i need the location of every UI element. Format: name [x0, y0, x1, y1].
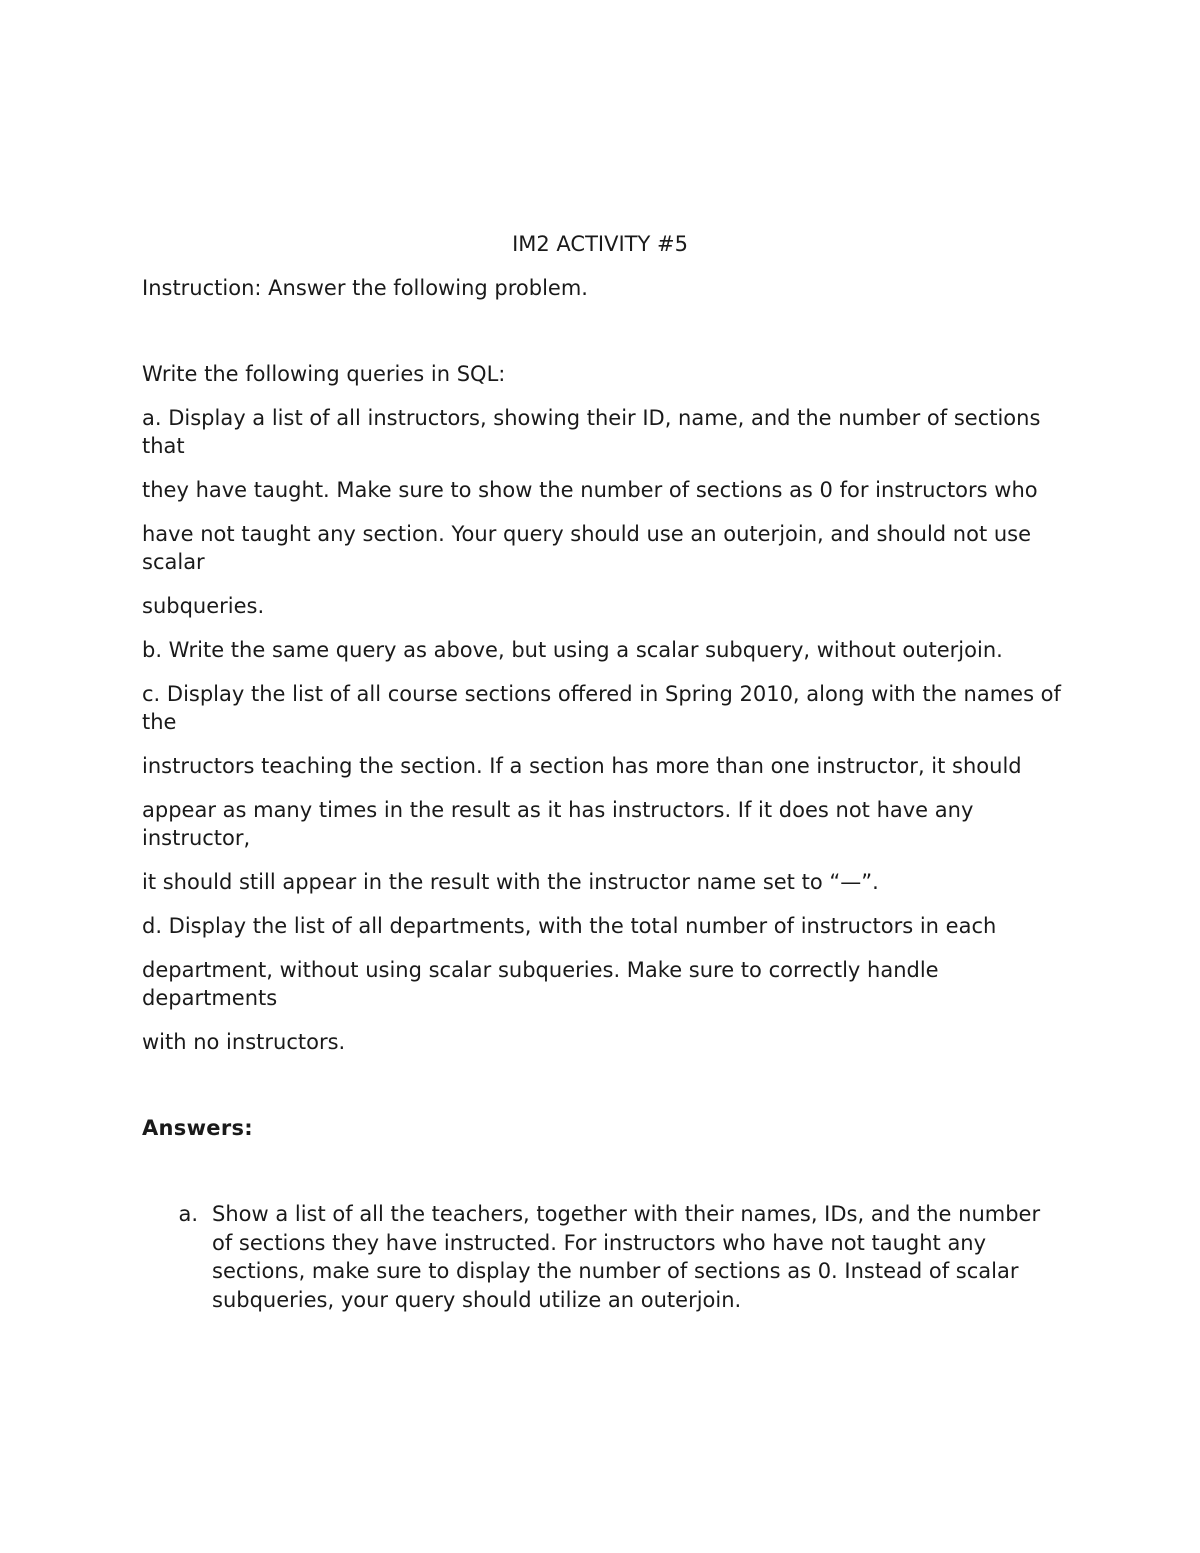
list-item	[142, 1200, 1062, 1314]
paragraph: department, without using scalar subqueries. Make sure to correctly handle departments	[142, 958, 939, 1010]
paragraph: Write the following queries in SQL:	[142, 362, 506, 386]
paragraph: with no instructors.	[142, 1030, 346, 1054]
document-body	[142, 274, 1062, 1314]
answer-text: Show a list of all the teachers, together with their names, IDs, and the number of sections they have instructed. For instructors who have not taught any sections, make sure to display the number of sections as 0. Instead of scalar subqueries, your query should utilize an outerjoin.	[212, 1202, 1041, 1312]
paragraph: a. Display a list of all instructors, showing their ID, name, and the number of sections that	[142, 406, 1041, 458]
paragraph: d. Display the list of all departments, with the total number of instructors in each	[142, 914, 997, 938]
paragraph: subqueries.	[142, 594, 265, 618]
paragraph: appear as many times in the result as it has instructors. If it does not have any instructor,	[142, 798, 974, 850]
paragraph: have not taught any section. Your query should use an outerjoin, and should not use scalar	[142, 522, 1032, 574]
answers-heading: Answers:	[142, 1116, 253, 1140]
paragraph: it should still appear in the result with the instructor name set to “—”.	[142, 870, 879, 894]
answers-list	[142, 1200, 1062, 1314]
paragraph: c. Display the list of all course sections offered in Spring 2010, along with the names of the	[142, 682, 1061, 734]
list-marker: a.	[178, 1202, 198, 1226]
paragraph: instructors teaching the section. If a section has more than one instructor, it should	[142, 754, 1022, 778]
paragraph: b. Write the same query as above, but using a scalar subquery, without outerjoin.	[142, 638, 1003, 662]
document-title: IM2 ACTIVITY #5	[512, 232, 688, 256]
instruction-text: Instruction: Answer the following problem.	[142, 276, 588, 300]
paragraph: they have taught. Make sure to show the number of sections as 0 for instructors who	[142, 478, 1038, 502]
